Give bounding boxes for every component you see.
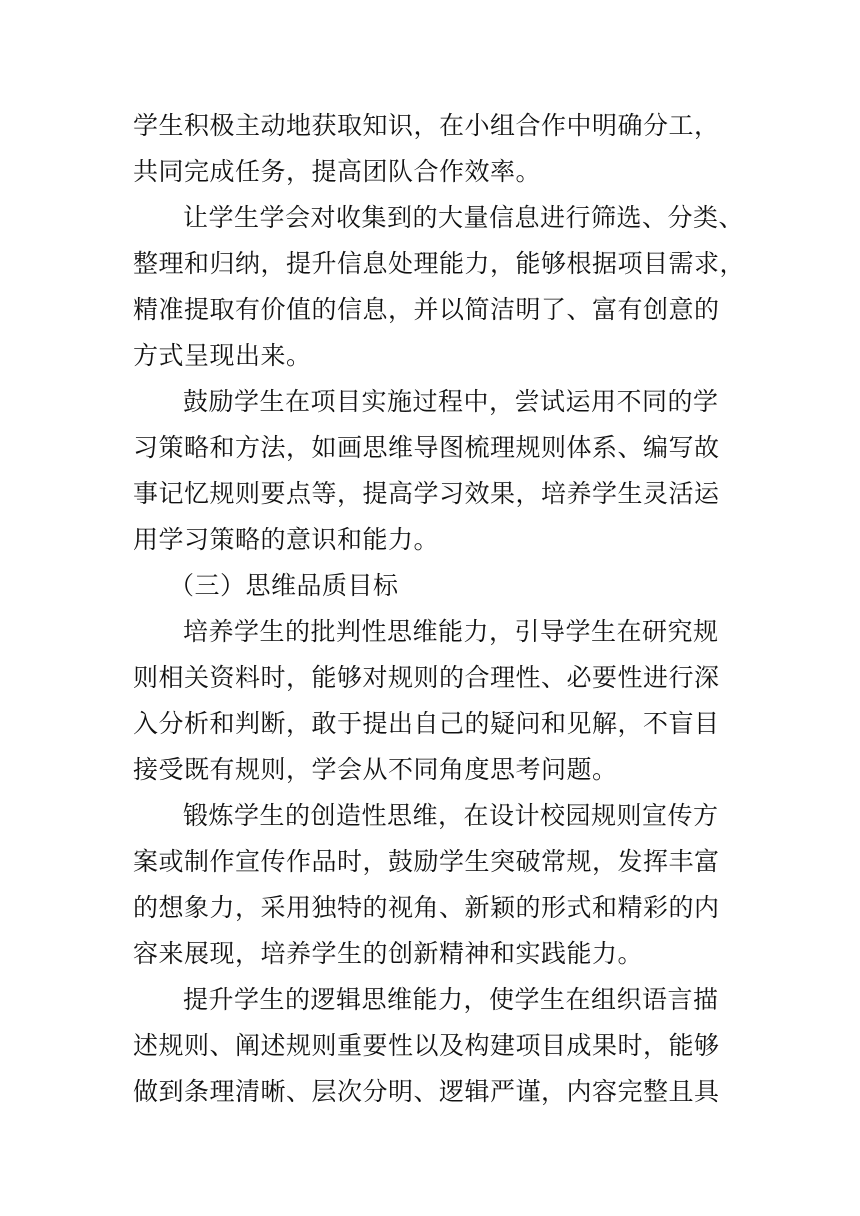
paragraph-first-line: 鼓励学生在项目实施过程中，尝试运用不同的学	[183, 387, 719, 416]
text-line: 方式呈现出来。	[133, 341, 312, 370]
document-body	[133, 103, 746, 1115]
text-line: 习策略和方法，如画思维导图梳理规则体系、编写故	[133, 433, 720, 462]
text-line: 学生积极主动地获取知识，在小组合作中明确分工，	[133, 111, 720, 140]
text-line: 精准提取有价值的信息，并以简洁明了、富有创意的	[133, 295, 720, 324]
text-line: 述规则、阐述规则重要性以及构建项目成果时，能够	[133, 1031, 720, 1060]
paragraph-first-line: 让学生学会对收集到的大量信息进行筛选、分类、	[183, 203, 745, 232]
text-line: 整理和归纳，提升信息处理能力，能够根据项目需求，	[133, 249, 746, 278]
paragraph-first-line: 锻炼学生的创造性思维，在设计校园规则宣传方	[183, 801, 719, 830]
text-line: 做到条理清晰、层次分明、逻辑严谨，内容完整且具	[133, 1077, 720, 1106]
text-line: 共同完成任务，提高团队合作效率。	[133, 157, 542, 186]
text-line: 的想象力，采用独特的视角、新颖的形式和精彩的内	[133, 893, 720, 922]
text-line: 案或制作宣传作品时，鼓励学生突破常规，发挥丰富	[133, 847, 720, 876]
paragraph-first-line: 提升学生的逻辑思维能力，使学生在组织语言描	[183, 985, 719, 1014]
text-line: 接受既有规则，学会从不同角度思考问题。	[133, 755, 618, 784]
text-line: 事记忆规则要点等，提高学习效果，培养学生灵活运	[133, 479, 720, 508]
paragraph-first-line: 培养学生的批判性思维能力，引导学生在研究规	[183, 617, 719, 646]
text-line: 用学习策略的意识和能力。	[133, 525, 440, 554]
text-line: 则相关资料时，能够对规则的合理性、必要性进行深	[133, 663, 720, 692]
text-line: 容来展现，培养学生的创新精神和实践能力。	[133, 939, 644, 968]
text-line: 入分析和判断，敢于提出自己的疑问和见解，不盲目	[133, 709, 720, 738]
section-heading: （三）思维品质目标	[169, 571, 399, 600]
